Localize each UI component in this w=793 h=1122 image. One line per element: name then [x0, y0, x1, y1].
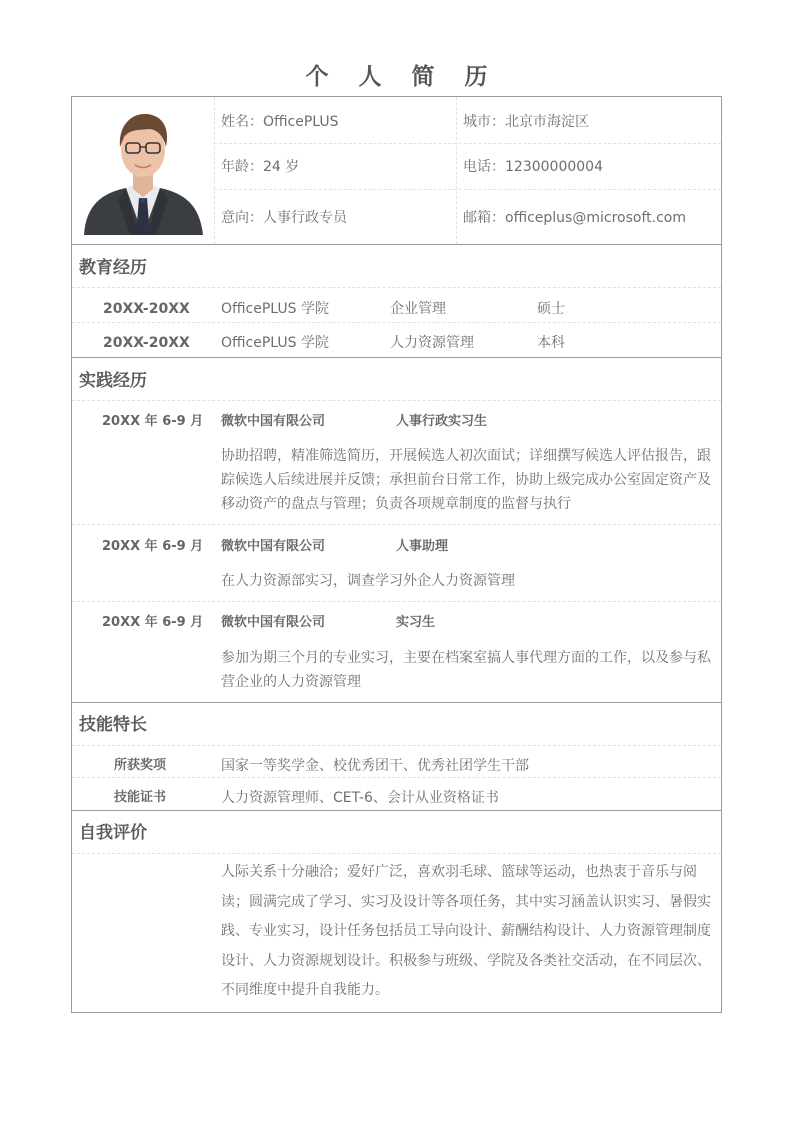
phone-field: 电话：12300000004: [463, 159, 603, 175]
education-major: 人力资源管理: [390, 335, 474, 351]
practice-role: 实习生: [396, 615, 436, 630]
profile-photo: [80, 105, 207, 235]
practice-description: 在人力资源部实习，调查学习外企人力资源管理: [221, 573, 515, 589]
avatar-icon: [80, 105, 207, 235]
skill-label: 技能证书: [114, 790, 167, 805]
self-eval-text: 人际关系十分融洽；爱好广泛，喜欢羽毛球、篮球等运动，也热衷于音乐与阅读；圆满完成了学习、实习及设计等各项任务，其中实习涵盖认识实习、暑假实践、专业实习，设计任务包括员工导向设计、薪酬结构设计、人力资源管理制度设计、人力资源规划设计。积极参与班级、学院及各类社交活动，在不同层次、不同维度中提升自我能力。: [221, 864, 711, 998]
education-heading: 教育经历: [79, 258, 147, 278]
self-eval-heading: 自我评价: [79, 823, 147, 843]
skill-label: 所获奖项: [114, 758, 167, 773]
page-title: 个 人 简 历: [305, 64, 499, 90]
practice-period: 20XX 年 6-9 月: [102, 414, 204, 429]
practice-role: 人事行政实习生: [396, 414, 488, 429]
practice-period: 20XX 年 6-9 月: [102, 539, 204, 554]
education-degree: 本科: [537, 335, 565, 351]
education-major: 企业管理: [390, 301, 446, 317]
education-school: OfficePLUS 学院: [221, 335, 329, 351]
city-field: 城市：北京市海淀区: [463, 114, 589, 130]
resume-frame: [71, 96, 722, 1013]
practice-description: 协助招聘，精准筛选简历，开展候选人初次面试；详细撰写候选人评估报告，跟踪候选人后续进展并反馈；承担前台日常工作，协助上级完成办公室固定资产及移动资产的盘点与管理；负责各项规章制度的监督与执行: [221, 448, 711, 512]
education-period: 20XX-20XX: [103, 301, 190, 317]
education-degree: 硕士: [537, 301, 565, 317]
email-field: 邮箱：officeplus@microsoft.com: [463, 210, 686, 226]
skills-heading: 技能特长: [79, 715, 147, 735]
skill-value: 人力资源管理师、CET-6、会计从业资格证书: [221, 790, 499, 806]
skill-value: 国家一等奖学金、校优秀团干、优秀社团学生干部: [221, 758, 529, 774]
practice-company: 微软中国有限公司: [221, 414, 326, 429]
practice-description: 参加为期三个月的专业实习，主要在档案室搞人事代理方面的工作，以及参与私营企业的人力资源管理: [221, 650, 711, 690]
practice-heading: 实践经历: [79, 371, 147, 391]
education-period: 20XX-20XX: [103, 335, 190, 351]
age-field: 年龄：24 岁: [221, 159, 300, 175]
practice-company: 微软中国有限公司: [221, 615, 326, 630]
practice-company: 微软中国有限公司: [221, 539, 326, 554]
practice-role: 人事助理: [396, 539, 449, 554]
practice-period: 20XX 年 6-9 月: [102, 615, 204, 630]
intent-field: 意向：人事行政专员: [221, 210, 347, 226]
name-field: 姓名：OfficePLUS: [221, 114, 339, 130]
education-school: OfficePLUS 学院: [221, 301, 329, 317]
